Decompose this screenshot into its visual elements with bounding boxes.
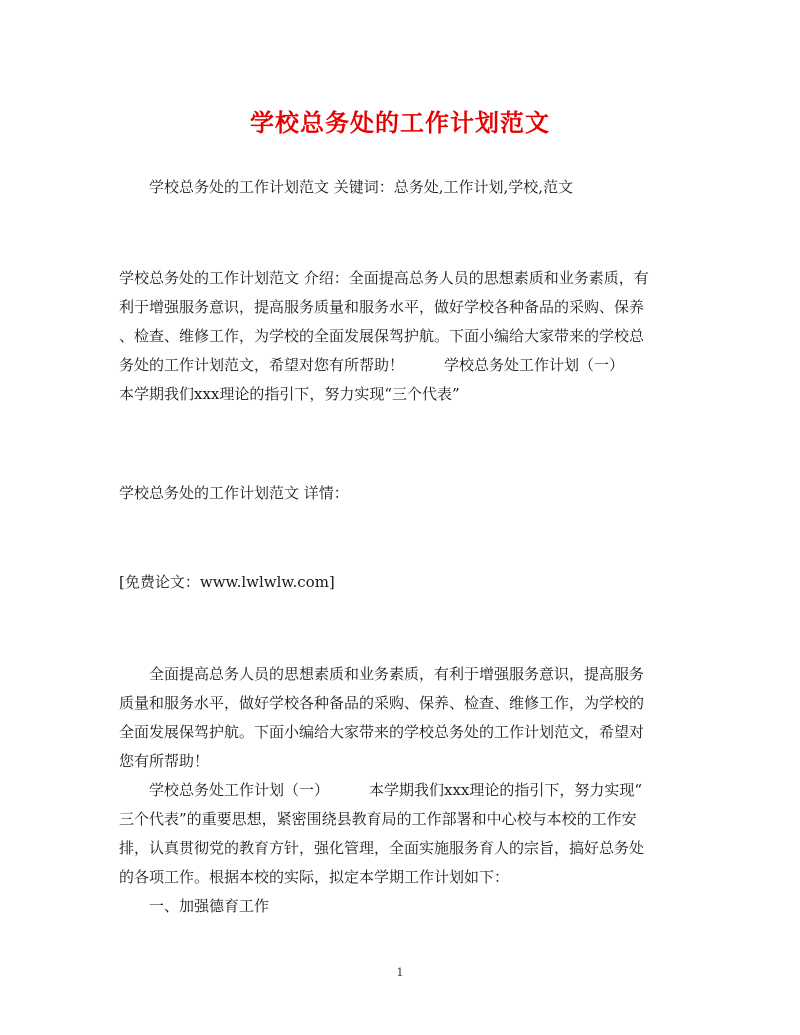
body-line: 的各项工作。根据本校的实际，拟定本学期工作计划如下： — [119, 868, 510, 886]
intro-line-text: 务处的工作计划范文，希望对您有所帮助！ — [119, 356, 405, 374]
body-line: 您有所帮助！ — [119, 752, 210, 770]
details-paragraph — [119, 479, 679, 508]
intro-line: 利于增强服务意识，提高服务质量和服务水平，做好学校各种备品的采购、保养 — [119, 298, 645, 316]
body-line: 质量和服务水平，做好学校各种备品的采购、保养、检查、维修工作，为学校的 — [119, 694, 645, 712]
intro-line: 、检查、维修工作，为学校的全面发展保驾护航。下面小编给大家带来的学校总 — [119, 327, 645, 345]
body-line: 排，认真贯彻党的教育方针，强化管理，全面实施服务育人的宗旨，搞好总务处 — [119, 839, 645, 857]
keywords-line: 学校总务处的工作计划范文 关键词：总务处,工作计划,学校,范文 — [149, 178, 574, 196]
body-line — [119, 776, 679, 805]
page-title: 学校总务处的工作计划范文 — [250, 109, 550, 137]
source-paragraph — [119, 568, 679, 597]
details-line: 学校总务处的工作计划范文 详情： — [119, 484, 349, 502]
section-heading: 一、加强德育工作 — [149, 897, 270, 915]
body-line-text: 本学期我们xxx理论的指引下，努力实现“ — [369, 781, 643, 799]
keywords-paragraph — [119, 173, 679, 202]
intro-line: 本学期我们xxx理论的指引下，努力实现“三个代表” — [119, 385, 460, 403]
plan-heading: 学校总务处工作计划（一） — [149, 781, 330, 799]
intro-plan-heading: 学校总务处工作计划（一） — [444, 356, 625, 374]
body-line: 三个代表”的重要思想，紧密围绕县教育局的工作部署和中心校与本校的工作安 — [119, 810, 637, 828]
intro-line — [119, 351, 679, 380]
intro-line: 学校总务处的工作计划范文 介绍：全面提高总务人员的思想素质和业务素质，有 — [119, 269, 649, 287]
body-line: 全面提高总务人员的思想素质和业务素质，有利于增强服务意识，提高服务 — [149, 665, 645, 683]
source-link-text: [免费论文：www.lwlwlw.com] — [119, 573, 335, 591]
page-number: 1 — [396, 966, 404, 979]
body-line: 全面发展保驾护航。下面小编给大家带来的学校总务处的工作计划范文，希望对 — [119, 723, 645, 741]
body-paragraph-1 — [119, 660, 679, 921]
intro-paragraph — [119, 264, 679, 409]
